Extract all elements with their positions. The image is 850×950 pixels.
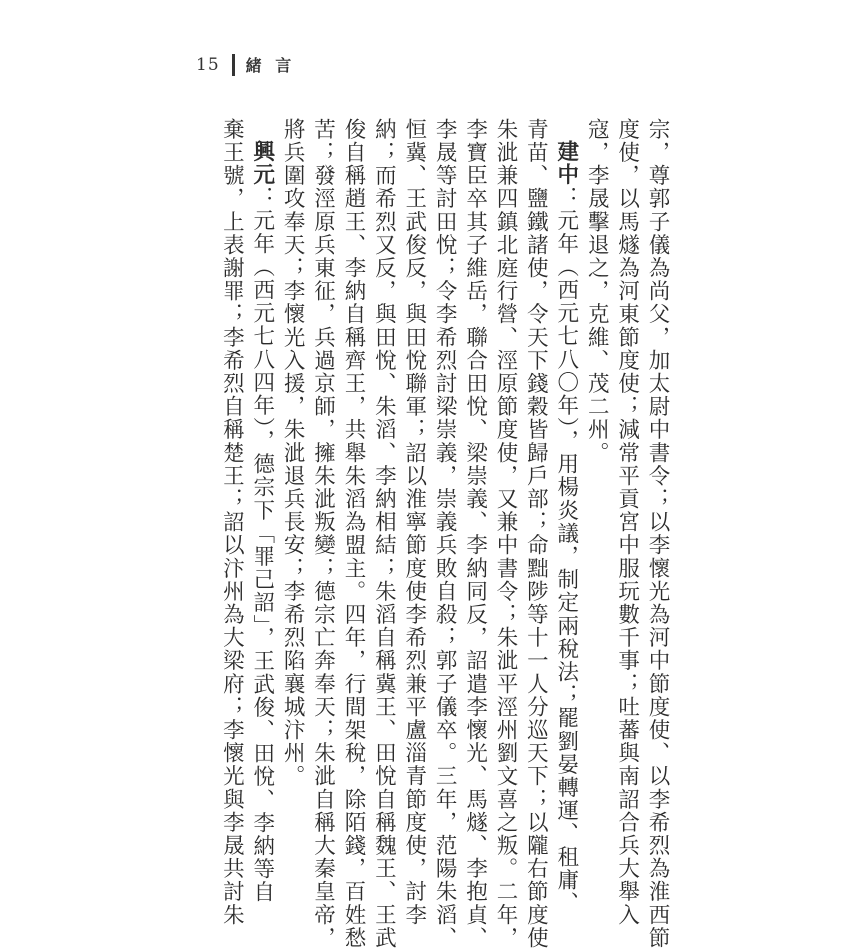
page-number: 15 [196, 54, 220, 75]
header-divider [232, 54, 235, 76]
text-column-paragraph-start: 興元：元年（西元七八四年），德宗下「罪己詔」，王武俊、田悅、李納等自 [249, 140, 275, 904]
text-column-paragraph-start: 建中：元年（西元七八〇年），用楊炎議，制定兩稅法；罷劉晏轉運、租庸、 [553, 140, 579, 915]
page-header [196, 53, 295, 76]
text-column: 苦；發涇原兵東征，兵過京師，擁朱泚叛變；德宗亡奔奉天；朱泚自稱大秦皇帝， [310, 118, 336, 950]
text-column: 朱泚兼四鎮北庭行營、涇原節度使，又兼中書令；朱泚平涇州劉文喜之叛。二年， [492, 118, 518, 950]
text-column: 李晟等討田悅；令李希烈討梁崇義，崇義兵敗自殺；郭子儀卒。三年，范陽朱滔、 [432, 118, 458, 950]
text-column: 李寶臣卒其子維岳，聯合田悅、梁崇義、李納同反，詔遣李懷光、馬燧、李抱貞、 [462, 118, 488, 950]
text-column: 棄王號，上表謝罪；李希烈自稱楚王；詔以汴州為大梁府；李懷光與李晟共討朱 [219, 118, 245, 927]
text-column: 寇，李晟擊退之，克維、茂二州。 [584, 118, 610, 465]
section-title: 緒 言 [245, 56, 296, 75]
text-column: 將兵圍攻奉天；李懷光入援，朱泚退兵長安；李希烈陷襄城汴州。 [280, 118, 306, 788]
text-column: 納；而希烈又反，與田悅、朱滔、李納相結；朱滔自稱冀王、田悅自稱魏王、王武 [371, 118, 397, 950]
era-name: 興元 [249, 140, 275, 187]
text-column: 宗，尊郭子儀為尚父，加太尉中書令；以李懷光為河中節度使、以李希烈為淮西節 [645, 118, 670, 950]
text-column: 恒冀、王武俊反，與田悅聯軍；詔以淮寧節度使李希烈兼平盧淄青節度使，討李 [401, 118, 427, 927]
text-column: 度使，以馬燧為河東節度使；減常平貢宮中服玩數千事；吐蕃與南詔合兵大舉入 [614, 118, 640, 927]
text-column: 俊自稱趙王、李納自稱齊王，共舉朱滔為盟主。四年，行間架稅，除陌錢，百姓愁 [340, 118, 366, 950]
era-name: 建中 [553, 140, 579, 187]
text-column: 青苗、鹽鐵諸使，令天下錢穀皆歸戶部；命黜陟等十一人分巡天下；以隴右節度使 [523, 118, 549, 950]
vertical-text-body [216, 118, 672, 950]
